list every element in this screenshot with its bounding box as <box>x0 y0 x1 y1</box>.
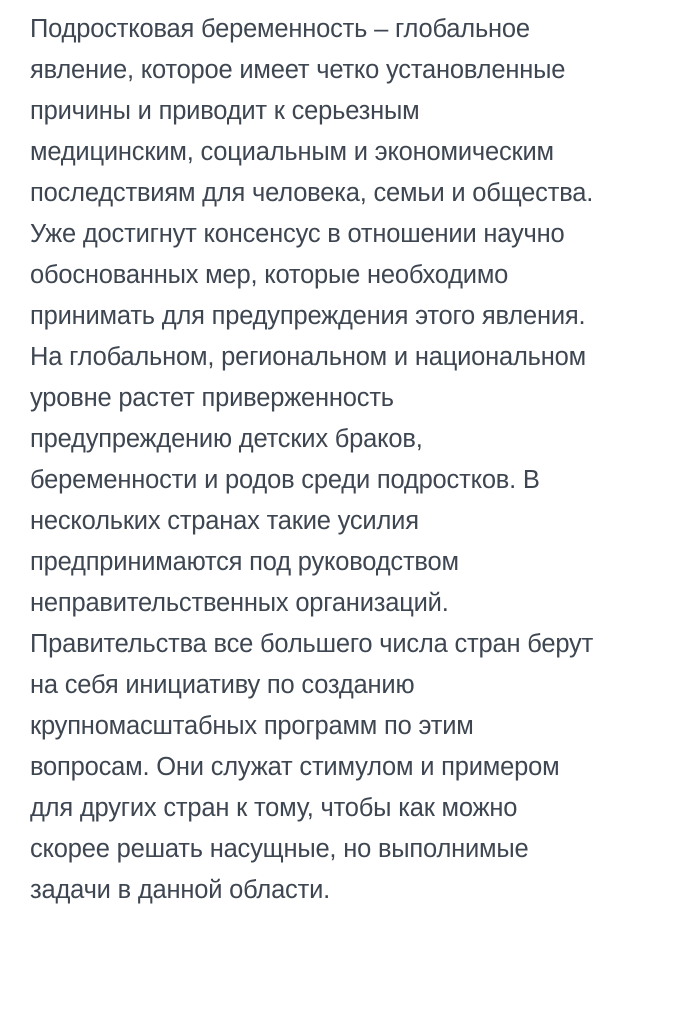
article-text-block <box>30 9 672 911</box>
text-line: скорее решать насущные, но выполнимые <box>30 835 529 863</box>
text-line: уровне растет приверженность <box>30 384 394 412</box>
text-line: последствиям для человека, семьи и общества. <box>30 179 594 207</box>
text-line: Подростковая беременность – глобальное <box>30 15 530 43</box>
text-line: задачи в данной области. <box>30 876 331 904</box>
text-line: на себя инициативу по созданию <box>30 671 415 699</box>
text-line: неправительственных организаций. <box>30 589 449 617</box>
text-line: беременности и родов среди подростков. В <box>30 466 540 494</box>
text-line: для других стран к тому, чтобы как можно <box>30 794 518 822</box>
text-line: предпринимаются под руководством <box>30 548 459 576</box>
text-line: Правительства все большего числа стран берут <box>30 630 594 658</box>
text-line: принимать для предупреждения этого явления. <box>30 302 586 330</box>
text-line: предупреждению детских браков, <box>30 425 423 453</box>
text-line: Уже достигнут консенсус в отношении научно <box>30 220 565 248</box>
text-line: нескольких странах такие усилия <box>30 507 419 535</box>
text-line: обоснованных мер, которые необходимо <box>30 261 509 289</box>
text-line: причины и приводит к серьезным <box>30 97 420 125</box>
text-line: крупномасштабных программ по этим <box>30 712 474 740</box>
text-line: медицинским, социальным и экономическим <box>30 138 554 166</box>
text-line: явление, которое имеет четко установленные <box>30 56 566 84</box>
text-line: вопросам. Они служат стимулом и примером <box>30 753 560 781</box>
text-line: На глобальном, региональном и национальном <box>30 343 586 371</box>
